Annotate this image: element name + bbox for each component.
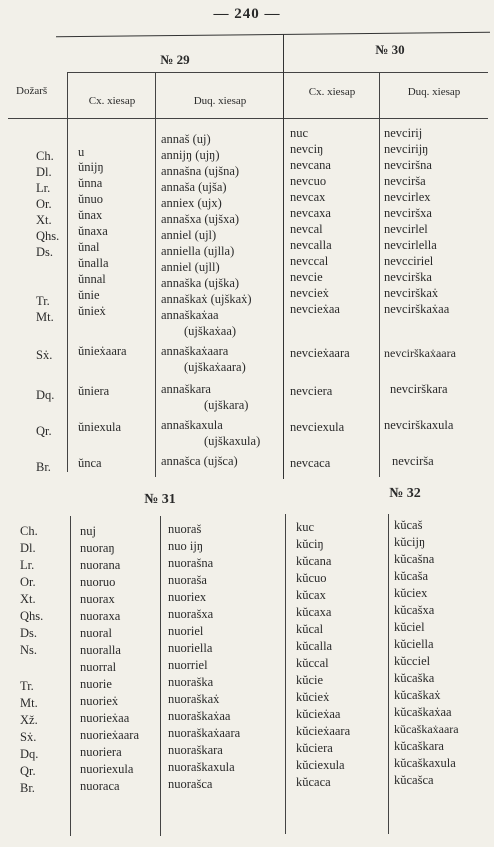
lower-divider-2 (160, 516, 161, 836)
table-row-cell: annaškaxula (161, 418, 223, 432)
case-label: Br. (36, 460, 51, 474)
case-label: Ch. (20, 524, 38, 538)
table-row-cell: nevcaxa (290, 206, 331, 220)
case-label: Sẋ. (20, 730, 37, 744)
table-row-cell: nevcirškara (390, 382, 448, 396)
table-row-cell: kŭcašxa (394, 603, 435, 617)
lower-divider-1 (70, 516, 71, 836)
table-row-cell: nevcirškaẋ (384, 286, 439, 300)
table-row-cell: kŭciera (296, 741, 333, 755)
table-row-cell: nevcirškaxula (384, 418, 454, 432)
table-30-plural-header: Duq. xiesap (407, 86, 461, 98)
table-row-cell: kŭcaša (394, 569, 429, 583)
upper-divider-2 (155, 72, 156, 477)
table-row-cell: annašna (ujšna) (161, 164, 240, 178)
table-row-cell: nevcieẋaa (290, 302, 340, 316)
table-row-cell: nuoriexula (80, 762, 134, 776)
table-row-cell: nuorriel (168, 658, 208, 672)
upper-divider-3 (283, 34, 284, 479)
lower-divider-3 (285, 514, 286, 834)
table-row-cell: nevcieẋ (290, 286, 329, 300)
table-29-plural-header: Duq. xiesap (193, 95, 247, 107)
table-row-cell: nevcirša (392, 454, 434, 468)
table-row-cell: kŭcijŋ (394, 535, 426, 549)
table-row-cell: kŭcieẋ (296, 690, 330, 704)
table-row-cell: nuoral (80, 626, 112, 640)
header-divider (68, 72, 488, 73)
table-row-cell: kŭcana (296, 554, 332, 568)
table-row-cell: annaškaẋaara (161, 344, 229, 358)
case-label: Lr. (36, 181, 51, 195)
case-label: Qr. (36, 424, 52, 438)
case-label: Qr. (20, 764, 36, 778)
table-row-cell: nevciera (290, 384, 333, 398)
upper-divider-1 (67, 72, 68, 472)
case-label: Tr. (20, 679, 34, 693)
table-row-cell: (ujškaẋaara) (184, 360, 246, 374)
table-row-cell: ŭnijŋ (78, 160, 104, 174)
table-row-cell: kŭciel (394, 620, 425, 634)
case-label: Dq. (36, 388, 55, 402)
table-row-cell: kŭcieẋaa (296, 707, 341, 721)
table-row-cell: kŭcaškaẋaa (394, 705, 452, 719)
case-label: Sẋ. (36, 348, 53, 362)
table-row-cell: kŭcaškaẋaara (394, 722, 459, 736)
table-row-cell: nuc (290, 126, 309, 140)
case-label: Ds. (20, 626, 38, 640)
table-row-cell: nuorieẋaara (80, 728, 139, 742)
table-row-cell: kŭcax (296, 588, 326, 602)
case-label: Tr. (36, 294, 50, 308)
case-label: Mt. (36, 310, 54, 324)
case-label: Or. (36, 197, 52, 211)
table-row-cell: kŭciŋ (296, 537, 324, 551)
table-31-heading: № 31 (144, 492, 176, 507)
table-row-cell: annaškara (161, 382, 211, 396)
table-row-cell: nuorana (80, 558, 121, 572)
table-row-cell: nevcirškaẋaa (384, 302, 450, 316)
table-row-cell: nevcax (290, 190, 326, 204)
table-row-cell: ŭnaxa (78, 224, 108, 238)
table-row-cell: kŭcašna (394, 552, 435, 566)
page-number: — 240 — (213, 6, 281, 22)
case-label: Dl. (36, 165, 52, 179)
table-29-singular-header: Cx. xiesap (88, 95, 136, 107)
table-row-cell: kŭcaška (394, 671, 435, 685)
table-row-cell: nuoraškara (168, 743, 223, 757)
table-row-cell: nevciršna (384, 158, 432, 172)
table-30-singular-header: Cx. xiesap (308, 86, 356, 98)
table-row-cell: ŭnieẋ (78, 304, 106, 318)
case-label: Qhs. (36, 229, 60, 243)
table-row-cell: nevcirlel (384, 222, 428, 236)
table-row-cell: ŭnca (78, 456, 102, 470)
case-label: Br. (20, 781, 35, 795)
table-row-cell: nuoriex (168, 590, 207, 604)
table-row-cell: kŭcaš (394, 518, 423, 532)
table-row-cell: annašxa (ujšxa) (161, 212, 240, 226)
lower-divider-4 (388, 514, 389, 834)
table-row-cell: kŭcaškaẋ (394, 688, 441, 702)
table-row-cell: nuorax (80, 592, 115, 606)
table-row-cell: nuoruo (80, 575, 116, 589)
subheader-bottom-rule (8, 118, 488, 119)
table-row-cell: nuoraškaẋaa (168, 709, 231, 723)
table-row-cell: nuoraška (168, 675, 214, 689)
table-row-cell: (ujškara) (204, 398, 249, 412)
table-row-cell: kuc (296, 520, 315, 534)
table-row-cell: kŭciella (394, 637, 434, 651)
table-row-cell: anniex (ujx) (161, 196, 222, 210)
table-row-cell: nuorašca (168, 777, 213, 791)
table-row-cell: kŭcie (296, 673, 324, 687)
case-label: Or. (20, 575, 36, 589)
table-row-cell: nevccal (290, 254, 329, 268)
table-row-cell: ŭnax (78, 208, 103, 222)
case-label: Xž. (20, 713, 38, 727)
table-row-cell: ŭnie (78, 288, 100, 302)
table-row-cell: anniel (ujl) (161, 228, 217, 242)
table-row-cell: nuoralla (80, 643, 121, 657)
table-row-cell: nevcirlella (384, 238, 437, 252)
table-row-cell: nuoraškaẋaara (168, 726, 241, 740)
table-row-cell: nuorašna (168, 556, 214, 570)
table-row-cell: nevcie (290, 270, 323, 284)
table-row-cell: nuoriel (168, 624, 204, 638)
case-column-header: Dožarš (16, 85, 48, 97)
table-row-cell: kŭcaškara (394, 739, 444, 753)
table-row-cell: kŭcaca (296, 775, 331, 789)
table-row-cell: nevcciriel (384, 254, 434, 268)
table-row-cell: annaška (ujška) (161, 276, 240, 290)
table-row-cell: nuoraškaxula (168, 760, 235, 774)
table-row-cell: nuoraškaẋ (168, 692, 220, 706)
table-top-rule (56, 32, 490, 38)
table-row-cell: nuorieẋ (80, 694, 119, 708)
table-row-cell: kŭcaxa (296, 605, 332, 619)
table-row-cell: kŭcal (296, 622, 324, 636)
table-row-cell: kŭciexula (296, 758, 345, 772)
table-row-cell: (ujškaxula) (204, 434, 261, 448)
table-row-cell: kŭcciel (394, 654, 431, 668)
table-row-cell: annašca (ujšca) (161, 454, 238, 468)
case-label: Qhs. (20, 609, 44, 623)
case-label: Dl. (20, 541, 36, 555)
table-row-cell: kŭcalla (296, 639, 333, 653)
table-row-cell: nevcirijŋ (384, 142, 429, 156)
table-row-cell: nuj (80, 524, 96, 538)
table-row-cell: nevciexula (290, 420, 345, 434)
table-row-cell: nuoriella (168, 641, 213, 655)
table-row-cell: nevcirlex (384, 190, 431, 204)
table-32-heading: № 32 (389, 486, 421, 501)
table-row-cell: kŭciex (394, 586, 428, 600)
table-row-cell: nevcieẋaara (290, 346, 350, 360)
table-row-cell: nevciršxa (384, 206, 432, 220)
case-label: Lr. (20, 558, 35, 572)
table-row-cell: nuorieẋaa (80, 711, 130, 725)
table-row-cell: nuoraxa (80, 609, 121, 623)
table-row-cell: nuorral (80, 660, 117, 674)
table-row-cell: kŭccal (296, 656, 329, 670)
table-row-cell: nuoriera (80, 745, 122, 759)
table-row-cell: ŭniexula (78, 420, 122, 434)
table-row-cell: nevciŋ (290, 142, 324, 156)
case-label: Dq. (20, 747, 39, 761)
table-row-cell: ŭnuo (78, 192, 103, 206)
upper-divider-4 (379, 72, 380, 477)
table-row-cell: u (78, 145, 85, 159)
table-row-cell: nevcirij (384, 126, 423, 140)
table-row-cell: nevcirškaẋaara (384, 346, 456, 360)
table-row-cell: ŭniera (78, 384, 110, 398)
table-row-cell: nevcaca (290, 456, 331, 470)
table-row-cell: nuoraca (80, 779, 120, 793)
table-row-cell: nuoraša (168, 573, 207, 587)
table-row-cell: nuorašxa (168, 607, 214, 621)
table-row-cell: nuoraŋ (80, 541, 115, 555)
table-row-cell: anniella (ujlla) (161, 244, 235, 258)
table-row-cell: nevcana (290, 158, 331, 172)
table-row-cell: (ujškaẋaa) (184, 324, 237, 338)
table-row-cell: nuo ijŋ (168, 539, 204, 553)
table-row-cell: anniel (ujll) (161, 260, 220, 274)
table-row-cell: nevcuo (290, 174, 327, 188)
table-row-cell: kŭcuo (296, 571, 327, 585)
table-row-cell: ŭnal (78, 240, 100, 254)
table-row-cell: nevcirša (384, 174, 426, 188)
table-row-cell: nevcalla (290, 238, 332, 252)
table-row-cell: nevcal (290, 222, 323, 236)
case-label: Xt. (36, 213, 52, 227)
table-row-cell: nuoraš (168, 522, 202, 536)
table-row-cell: ŭnnal (78, 272, 106, 286)
case-label: Ds. (36, 245, 54, 259)
table-row-cell: ŭnieẋaara (78, 344, 127, 358)
table-row-cell: annaškaẋ (ujškaẋ) (161, 292, 252, 306)
table-30-heading: № 30 (375, 42, 405, 57)
table-row-cell: annaša (ujša) (161, 180, 227, 194)
table-row-cell: annaš (uj) (161, 132, 211, 146)
table-row-cell: nevcirška (384, 270, 432, 284)
table-row-cell: kŭcieẋaara (296, 724, 351, 738)
table-row-cell: kŭcašca (394, 773, 434, 787)
table-row-cell: nuorie (80, 677, 112, 691)
table-row-cell: annaškaẋaa (161, 308, 219, 322)
table-row-cell: ŭnna (78, 176, 103, 190)
case-label: Ns. (20, 643, 38, 657)
case-label: Ch. (36, 149, 54, 163)
table-row-cell: kŭcaškaxula (394, 756, 456, 770)
case-label: Xt. (20, 592, 36, 606)
table-29-heading: № 29 (160, 52, 190, 67)
table-row-cell: annijŋ (ujŋ) (161, 148, 220, 162)
case-label: Mt. (20, 696, 38, 710)
table-row-cell: ŭnalla (78, 256, 109, 270)
